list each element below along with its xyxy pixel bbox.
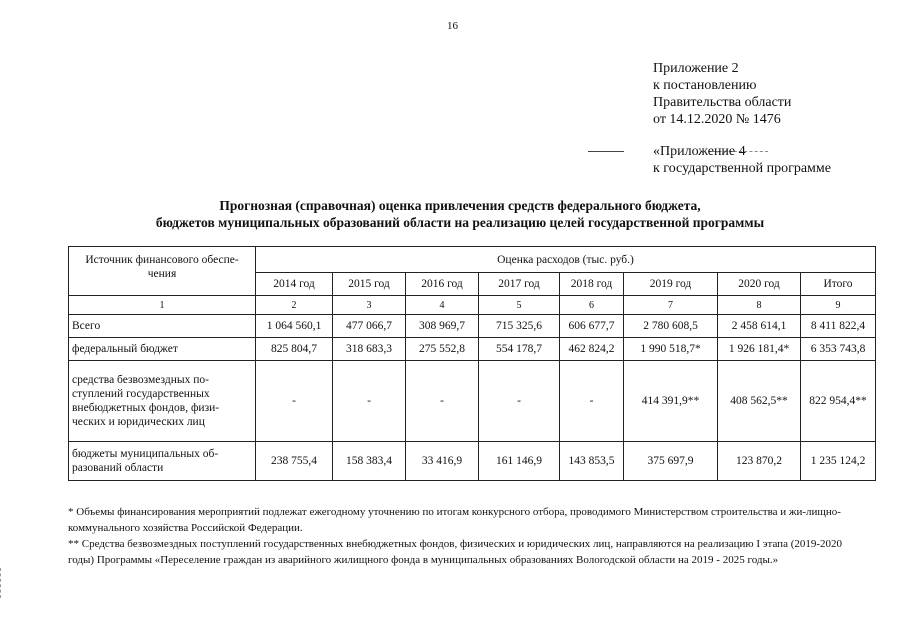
table-cell: 318 683,3: [333, 338, 406, 361]
table-cell: 606 677,7: [560, 315, 624, 338]
table-cell: 2 458 614,1: [718, 315, 801, 338]
table-cell: 161 146,9: [479, 442, 560, 481]
table-cell: 238 755,4: [256, 442, 333, 481]
table-cell: 825 804,7: [256, 338, 333, 361]
column-index: 4: [406, 296, 479, 315]
table-cell: 143 853,5: [560, 442, 624, 481]
appendix4-block: [653, 143, 831, 177]
document-heading: [60, 197, 860, 231]
table-cell: 158 383,4: [333, 442, 406, 481]
table-cell: 1 926 181,4*: [718, 338, 801, 361]
source-header: Источник финансового обеспе-чения: [69, 247, 256, 296]
footnote: * Объемы финансирования мероприятий подлежат ежегодному уточнению по итогам конкурсного отбора, проводимого Министерством строительства и жи-лищно-коммунального хозяйства Российской Федерации.: [68, 506, 841, 534]
table-cell: -: [406, 361, 479, 442]
page-number: 16: [447, 20, 458, 32]
table-cell: 375 697,9: [624, 442, 718, 481]
year-header: 2015 год: [333, 273, 406, 296]
table-cell: 462 824,2: [560, 338, 624, 361]
table-cell: 8 411 822,4: [801, 315, 876, 338]
appendix4-line: к государственной программе: [653, 161, 831, 176]
appendix-line: к постановлению: [653, 78, 757, 93]
heading-line: бюджетов муниципальных образований области на реализацию целей государственной программы: [155, 215, 765, 230]
row-label: федеральный бюджет: [69, 338, 256, 361]
column-index: 3: [333, 296, 406, 315]
table-row: [69, 442, 876, 481]
table-row: [69, 338, 876, 361]
row-label: средства безвозмездных по-ступлений государственных внебюджетных фондов, физи-ческих и юридических лиц: [69, 361, 256, 442]
column-index: 9: [801, 296, 876, 315]
table-cell: 123 870,2: [718, 442, 801, 481]
appendix4-line: «Приложение 4: [653, 144, 746, 159]
table-cell: -: [256, 361, 333, 442]
appendix-block: [653, 60, 791, 128]
table-cell: 822 954,4**: [801, 361, 876, 442]
appendix-line: Приложение 2: [653, 61, 739, 76]
column-index: 5: [479, 296, 560, 315]
column-index: 7: [624, 296, 718, 315]
table-cell: 1 235 124,2: [801, 442, 876, 481]
column-index: 8: [718, 296, 801, 315]
column-index: 1: [69, 296, 256, 315]
column-index: 2: [256, 296, 333, 315]
table-cell: 33 416,9: [406, 442, 479, 481]
year-header: 2017 год: [479, 273, 560, 296]
year-header: 2018 год: [560, 273, 624, 296]
appendix-line: Правительства области: [653, 95, 792, 110]
table-cell: 2 780 608,5: [624, 315, 718, 338]
budget-table: [68, 246, 876, 481]
year-header: 2014 год: [256, 273, 333, 296]
year-header: 2020 год: [718, 273, 801, 296]
table-cell: 477 066,7: [333, 315, 406, 338]
table-cell: 6 353 743,8: [801, 338, 876, 361]
footnotes: [68, 504, 858, 568]
table-cell: 308 969,7: [406, 315, 479, 338]
table-cell: -: [333, 361, 406, 442]
row-label: Всего: [69, 315, 256, 338]
table-cell: 275 552,8: [406, 338, 479, 361]
column-index: 6: [560, 296, 624, 315]
appendix-line: от 14.12.2020 № 1476: [653, 112, 781, 127]
table-cell: 408 562,5**: [718, 361, 801, 442]
year-header: 2016 год: [406, 273, 479, 296]
table-row: [69, 315, 876, 338]
table-cell: -: [560, 361, 624, 442]
expenses-header: Оценка расходов (тыс. руб.): [256, 247, 876, 273]
row-label: бюджеты муниципальных об-разований области: [69, 442, 256, 481]
table-cell: 414 391,9**: [624, 361, 718, 442]
table-row: [69, 361, 876, 442]
table-cell: -: [479, 361, 560, 442]
total-header: Итого: [801, 273, 876, 296]
table-cell: 1 064 560,1: [256, 315, 333, 338]
table-cell: 554 178,7: [479, 338, 560, 361]
table-cell: 1 990 518,7*: [624, 338, 718, 361]
heading-line: Прогнозная (справочная) оценка привлечения средств федерального бюджета,: [219, 198, 701, 213]
year-header: 2019 год: [624, 273, 718, 296]
scan-margin-marks: [0, 568, 6, 598]
handwritten-dash: [588, 151, 624, 152]
table-cell: 715 325,6: [479, 315, 560, 338]
footnote: ** Средства безвозмездных поступлений государственных внебюджетных фондов, физических и юридических лиц, направляются на реализацию I этапа (2019-2020 годы) Программы «Переселение граждан из аварийного жилищного фонда в муниципальных образованиях Вологодской области на 2019 - 2025 годы.»: [68, 538, 843, 566]
